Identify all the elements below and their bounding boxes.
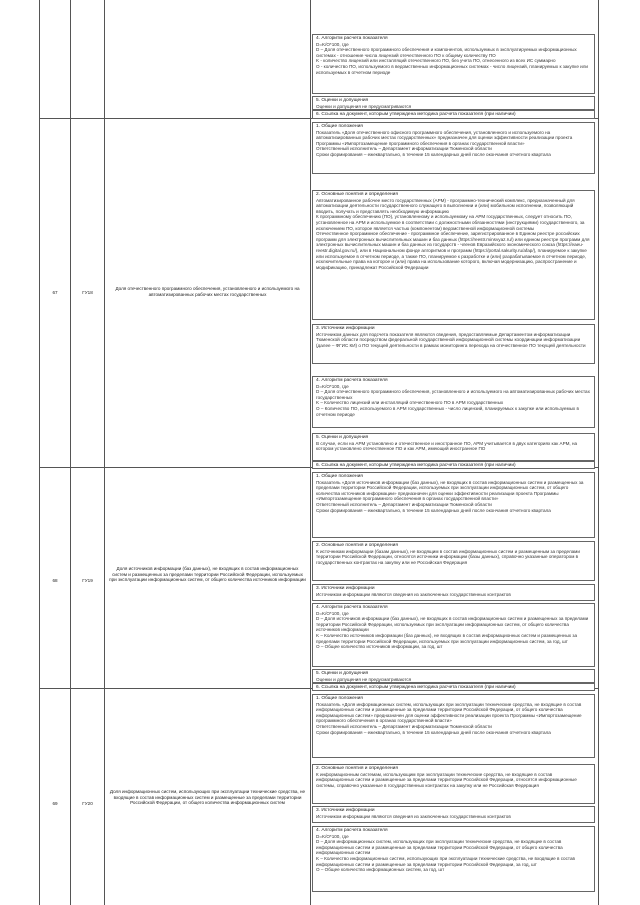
section-heading: 3. Источники информации bbox=[316, 586, 375, 591]
row68-section-5 bbox=[312, 669, 595, 683]
row68-section-3 bbox=[312, 584, 595, 601]
indicator-description: Доля отечественного программного обеспечения, установленного и используемого на автоматизированных рабочих местах государственных bbox=[115, 286, 300, 297]
section-heading: 3. Источники информации bbox=[316, 326, 375, 331]
section-text: D=K/O*100, где D – Доля источников информации (баз данных), не входящих в состав информационных систем и размещенных за пределами территории Российской Федерации, используемых при эксплуатации информационных систем, от общего количества источников информации K – Количество источников информации (баз данных), не входящих в состав информационных систем и размещенных за пределами территории Российской Федерации, используемых при эксплуатации информационных систем, за год, шт O – Общее количество источников информации, за год, шт bbox=[316, 610, 589, 650]
section-heading: 3. Источники информации bbox=[316, 808, 375, 813]
section-text: Источником информации являются сведения из заключенных государственных контрактов bbox=[316, 591, 511, 597]
section-heading: 1. Общие положения bbox=[316, 124, 363, 129]
section-text: Оценки и допущения не предусматриваются bbox=[316, 103, 412, 109]
section-text: Показатель «Доля отечественного офисного программного обеспечения, установленного и используемого на автоматизированных рабочих местах государственных» предназначен для оценки эффективности реализации проекта Программы «Импортозамещение программного обеспечения в органах государственной власти» Ответственный исполнитель – Департамент информатизации Тюменской области Сроки формирования – ежеквартально, в течение 15 календарных дней после окончания отчетного квартала bbox=[316, 129, 573, 157]
section-text: Автоматизированное рабочее место государственных (АРМ) - программно-технический комплекс, предназначенный для автоматизации деятельности государственного служащего в выполнении и (или) мобильном исполнении, позволяющий вводить, получать и представлять необходимую информацию К программному обеспечению (ПО), установленному и используемому на АРМ государственных, следует относить ПО, установленное на АРМ и используемое в соответствии с должностными обязанностями (инструкциями) государственного, за исключением ПО, которое является частью (компонентом) ведомственной информационной системы Отечественное программное обеспечение - программное обеспечение, зарегистрированное в Едином реестре российских программ для электронных вычислительных машин и баз данных (https://reestr.minsvyaz.ru/) или едином реестре программ для электронных вычислительных машин и баз данных из государств - членов Евразийского экономического союза (https://eaeu-reestr.digital.gov.ru/), или в Национальном фонде алгоритмов и программ (https://portal.sakurity.ru/afap/), планируемое к закупке или используемое в отчетном периоде, а также ПО, планируемое к разработке и (или) разрабатываемое в отчетном периоде, исключительные права на которое и (или) права на использование которого, включая модернизацию, распространение и модификацию, принадлежат Российской Федерации bbox=[316, 197, 590, 270]
row67-section-3 bbox=[312, 324, 595, 364]
row69-section-4 bbox=[312, 826, 595, 892]
column-divider-code bbox=[104, 0, 105, 905]
row-number: 68 bbox=[52, 578, 58, 583]
indicator-code: ГУ19 bbox=[82, 578, 93, 583]
row-number: 67 bbox=[52, 290, 58, 295]
section-heading: 5. Оценки и допущения bbox=[316, 435, 369, 440]
row69-section-3 bbox=[312, 806, 595, 823]
table-border-right bbox=[598, 0, 599, 905]
indicator-description: Доля источников информации (баз данных), не входящих в состав информационных систем и размещенных за пределами территории Российской Федерации, используемых при эксплуатации информационных систем, от общего количества источников информации bbox=[109, 566, 306, 583]
section-text: D=K/O*100, где D – Доля отечественного программного обеспечения, установленного и используемого на автоматизированных рабочих местах государственных K – Количество лицензий или инсталляций отечественного ПО в АРМ государственных O – Количество ПО, используемого в АРМ государственных - число лицензий, планируемых к закупке или используемых в отчетном периоде bbox=[316, 383, 590, 417]
row-number: 69 bbox=[52, 801, 58, 806]
column-divider-num bbox=[70, 0, 71, 905]
indicator-description: Доля информационных систем, использующих при эксплуатации технические средства, не входящие в состав информационных систем и размещенные за пределами территории Российской Федерации, от общего количества информационных систем bbox=[109, 789, 306, 806]
section-text: Источником информации являются сведения из заключенных государственных контрактов bbox=[316, 813, 511, 819]
section-heading: 2. Основные понятия и определения bbox=[316, 543, 398, 548]
section-heading: 1. Общие положения bbox=[316, 474, 363, 479]
row67-section-6 bbox=[312, 461, 595, 469]
section-heading: 4. Алгоритм расчета показателя bbox=[316, 828, 388, 833]
row67-section-1 bbox=[312, 122, 595, 174]
indicator-code: ГУ18 bbox=[82, 290, 93, 295]
section-text: Оценки и допущения не предусматриваются bbox=[316, 676, 412, 682]
row68-section-2 bbox=[312, 541, 595, 581]
section-heading: 2. Основные понятия и определения bbox=[316, 766, 398, 771]
row67-section-2 bbox=[312, 190, 595, 320]
section-heading: 4. Алгоритм расчета показателя bbox=[316, 605, 388, 610]
section-text: К информационным системам, использующим при эксплуатации технические средства, не входящие в состав информационных систем и размещенные за пределами территории Российской Федерации, относятся информационные системы, справочно указанные в государственных контрактах на закупку или не Российская Федерация bbox=[316, 771, 577, 788]
section-heading: 5. Оценки и допущения bbox=[316, 671, 369, 676]
table-border-left bbox=[39, 0, 40, 905]
section-heading: 6. Ссылка на документ, которым утверждена методика расчета показателя (при наличии) bbox=[316, 112, 516, 117]
row0-section-5 bbox=[312, 96, 595, 110]
row69-section-1 bbox=[312, 694, 595, 758]
row0-section-6 bbox=[312, 110, 595, 119]
indicator-code: ГУ20 bbox=[82, 801, 93, 806]
section-heading: 2. Основные понятия и определения bbox=[316, 192, 398, 197]
section-text: В случае, если на АРМ установлено и отечественное и иностранное ПО, АРМ учитывается в двух категориях как АРМ, на котором установлено отечественное ПО и как АРМ, имеющий иностранное ПО bbox=[316, 440, 578, 452]
row68-section-4 bbox=[312, 603, 595, 667]
section-text: Показатель «Доля информационных систем, использующих при эксплуатации технические средства, не входящие в состав информационных систем и размещенные за пределами территории Российской Федерации, от общего количества информационных систем» предназначен для оценки эффективности реализации проекта Программы «Импортозамещение программного обеспечения в органах государственной власти» Ответственный исполнитель – Департамент информатизации Тюменской области Сроки формирования – ежеквартально, в течение 15 календарных дней после окончания отчетного квартала bbox=[316, 701, 582, 735]
section-text: К источникам информации (базам данных), не входящим в состав информационных систем и размещенным за пределами территории Российской Федерации, относятся источники информации (базы данных), справочно указанные оператором в государственных контрактах на закупку или не Российская Федерация bbox=[316, 548, 580, 565]
section-text: Источником данных для подсчета показателя являются сведения, предоставляемые Департаментом информатизации Тюменской области посредством федеральной государственной информационной системы координации информатизации (далее – ФГИС КИ) о ПО текущей деятельности в рамках мониторинга перехода на отечественное ПО текущей деятельности bbox=[316, 331, 586, 348]
section-text: D=K/O*100, где D – Доля информационных систем, использующих при эксплуатации технические средства, не входящие в состав информационных систем и размещенные за пределами территории Российской Федерации, от общего количества информационных систем K – Количество информационных систем, использующих при эксплуатации технические средства, не входящие в состав информационных систем и размещенные за пределами территории Российской Федерации, за год, шт O – Общее количество информационных систем, за год, шт bbox=[316, 833, 575, 873]
column-divider-desc bbox=[310, 0, 311, 905]
row67-section-5 bbox=[312, 433, 595, 461]
section-heading: 5. Оценки и допущения bbox=[316, 98, 369, 103]
section-heading: 1. Общие положения bbox=[316, 696, 363, 701]
section-heading: 4. Алгоритм расчета показателя bbox=[316, 378, 388, 383]
section-heading: 4. Алгоритм расчета показателя bbox=[316, 36, 388, 41]
row0-section-4 bbox=[312, 34, 595, 94]
row68-section-1 bbox=[312, 472, 595, 538]
section-heading: 6. Ссылка на документ, которым утверждена методика расчета показателя (при наличии) bbox=[316, 685, 516, 690]
row68-section-6 bbox=[312, 683, 595, 691]
section-text: D=K/O*100, где D – Доля отечественного программного обеспечения и компонентов, используемых в эксплуатируемых информационных системах - отношение числа лицензий отечественного ПО к общему количеству ПО K - количество лицензий или инсталляций отечественного ПО, без учета ПО, отнесенного из всех ИС суммарно O - количество ПО, используемого в ведомственных информационных системах - число лицензий, планируемых к закупке или используемых в отчетном периоде bbox=[316, 41, 588, 75]
section-heading: 6. Ссылка на документ, которым утверждена методика расчета показателя (при наличии) bbox=[316, 463, 516, 468]
row67-section-4 bbox=[312, 376, 595, 428]
section-text: Показатель «Доля источников информации (баз данных), не входящих в состав информационных систем и размещенных за пределами территории Российской Федерации, используемых при эксплуатации информационных систем, от общего количества источников информации» предназначен для оценки эффективности реализации проекта Программы «Импортозамещение программного обеспечения в органах государственной власти» Ответственный исполнитель – Департамент информатизации Тюменской области Сроки формирования – ежеквартально, в течение 15 календарных дней после окончания отчетного квартала bbox=[316, 479, 584, 513]
row69-section-2 bbox=[312, 764, 595, 804]
